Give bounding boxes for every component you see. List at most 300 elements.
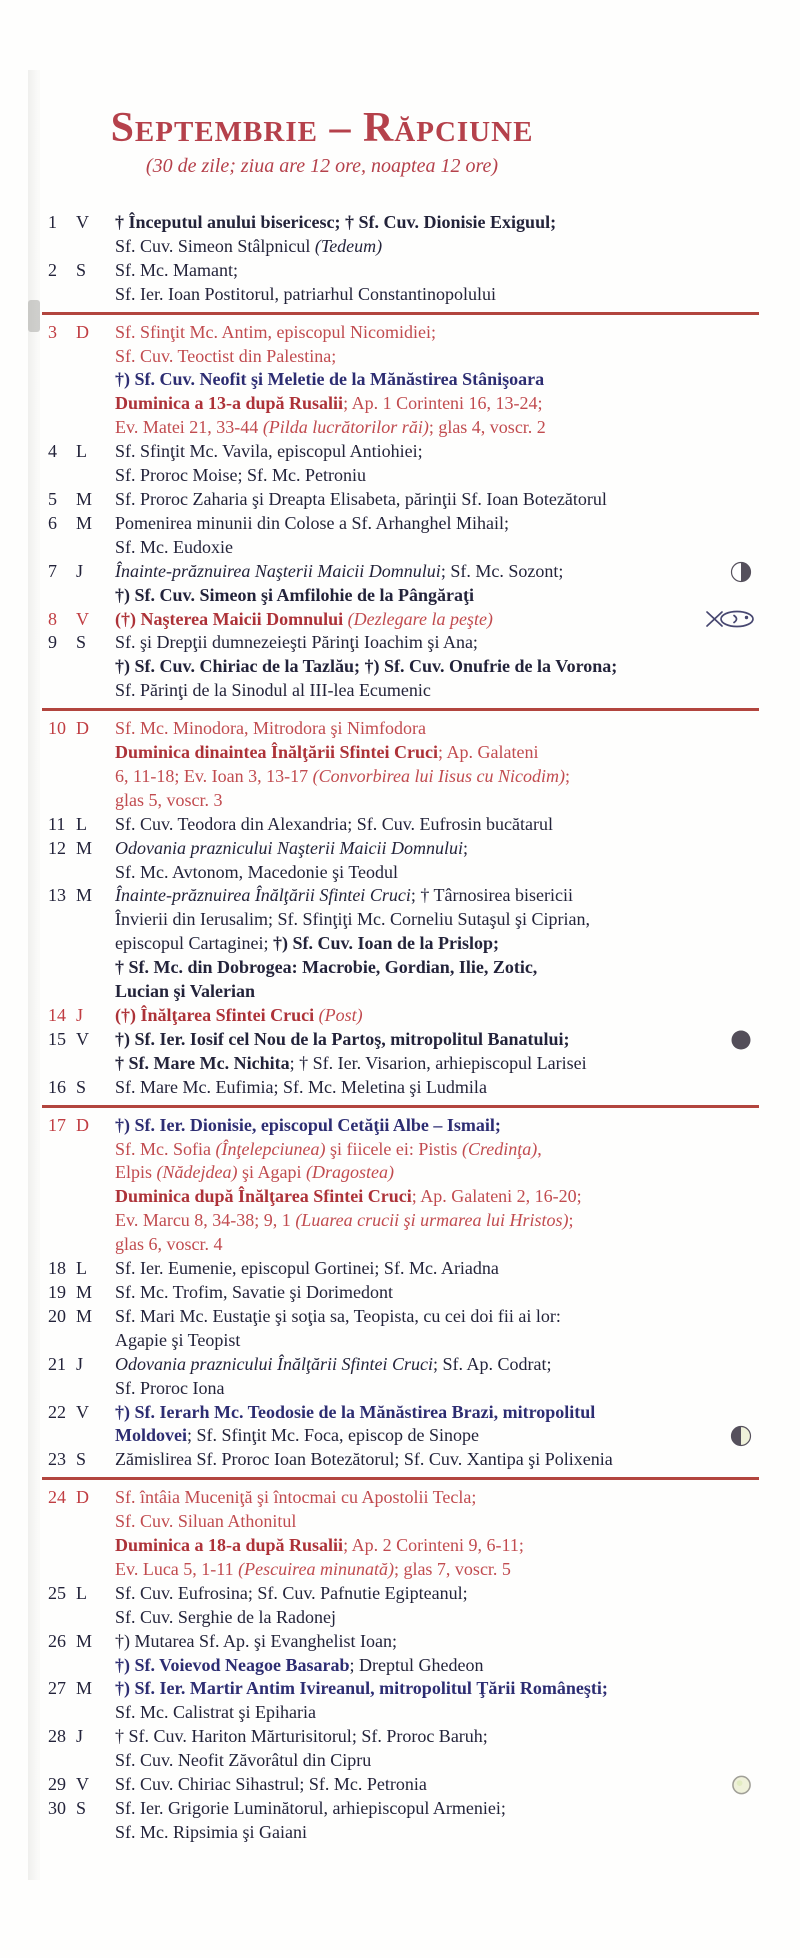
entry-text [115,1281,762,1305]
day-label [48,1076,115,1100]
text-segment: Elpis [115,1162,157,1183]
weekday-letter: M [76,1630,93,1651]
text-segment: Sf. Mari Mc. Eustaţie şi soţia sa, Teopista, cu cei doi fii ai lor: [115,1305,561,1326]
weekday-letter: L [76,1582,87,1603]
entry-line [115,584,762,608]
entry-text [115,1677,762,1725]
day-label [48,211,115,235]
calendar-entry [48,1725,762,1773]
day-number: 13 [48,885,66,906]
day-label [48,884,115,908]
text-segment: ; [568,1210,574,1231]
entry-text [115,884,762,1004]
text-segment: (Credinţa) [461,1138,538,1159]
day-label [48,1028,115,1052]
day-number: 4 [48,441,57,462]
entry-line [115,932,762,956]
text-segment: Sf. Mc. Sofia [115,1138,216,1159]
calendar-entry [48,1257,762,1281]
day-number: 8 [48,608,57,629]
text-segment: Sf. Cuv. Eufrosina; Sf. Cuv. Pafnutie Egipteanul; [115,1582,468,1603]
calendar-entry [48,1448,762,1472]
day-number: 2 [48,259,57,280]
calendar-entry [48,1401,762,1449]
moon-first-quarter-icon [730,1425,752,1447]
calendar-entry [48,837,762,885]
text-segment: ; Ap. Galateni 2, 16-20; [411,1186,582,1207]
day-label [48,1257,115,1281]
entry-text [115,512,762,560]
entry-line [115,1448,762,1472]
entry-line [115,440,762,464]
text-segment: ; Ap. Galateni [438,742,539,763]
entry-line [115,608,762,632]
text-segment: Moldovei [115,1425,187,1446]
calendar-entry [48,488,762,512]
day-label [48,1725,115,1749]
text-segment: †) Mutarea Sf. Ap. şi Evanghelist Ioan; [115,1630,397,1651]
entry-line [115,1486,762,1510]
text-segment: (Convorbirea lui Iisus cu Nicodim) [312,765,565,786]
weekday-letter: J [76,1726,84,1747]
entry-line [115,1749,762,1773]
calendar-entry [48,512,762,560]
text-segment: Ev. Matei 21, 33-44 [115,417,263,438]
text-segment: Sf. Proroc Iona [115,1377,225,1398]
text-segment: 6, 11-18; Ev. Ioan 3, 13-17 [115,765,313,786]
text-segment: †) Sf. Ier. Martir Antim Ivireanul, mitropolitul Ţării Româneşti; [115,1678,608,1699]
entry-line [115,416,762,440]
weekday-letter: J [76,560,84,581]
text-segment: ; Sf. Ap. Codrat; [433,1353,552,1374]
entry-line [115,1185,762,1209]
text-segment: ; † Târnosirea bisericii [410,885,573,906]
weekday-letter: V [76,1774,89,1795]
sunday-separator [42,1105,759,1108]
weekday-letter: J [76,1353,84,1374]
text-segment: Ev. Luca 5, 1-11 [115,1558,239,1579]
entry-text [115,1257,762,1281]
weekday-letter: M [76,837,93,858]
weekday-letter: L [76,813,87,834]
entry-line [115,536,762,560]
text-segment: † Sf. Mare Mc. Nichita [115,1052,290,1073]
day-number: 20 [48,1305,66,1326]
entry-line [115,861,762,885]
day-label [48,1582,115,1606]
text-segment: Pomenirea minunii din Colose a Sf. Arhanghel Mihail; [115,512,509,533]
day-number: 27 [48,1678,66,1699]
entry-line [115,1424,762,1448]
text-segment: (†) Naşterea Maicii Domnului [115,608,348,629]
entry-line [115,1076,762,1100]
calendar-entry [48,259,762,307]
entry-line [115,368,762,392]
entry-text [115,560,762,608]
entry-text [115,837,762,885]
weekday-letter: L [76,441,87,462]
text-segment: , [537,1138,542,1159]
calendar-entry [48,1486,762,1582]
text-segment: ; [463,837,469,858]
day-label [48,837,115,861]
entry-text [115,259,762,307]
text-segment: Sf. Mc. Eudoxie [115,536,233,557]
entry-line [115,1353,762,1377]
day-number: 10 [48,718,66,739]
entry-text [115,1114,762,1257]
day-number: 24 [48,1487,66,1508]
calendar-entry [48,560,762,608]
text-segment: †) Sf. Cuv. Chiriac de la Tazlău; †) Sf. Cuv. Onufrie de la Vorona; [115,656,618,677]
scan-edge-artifact [28,70,40,1880]
entry-line [115,259,762,283]
entry-text [115,631,762,703]
text-segment: † Sf. Cuv. Hariton Mărturisitorul; Sf. Proroc Baruh; [115,1726,488,1747]
text-segment: Sf. întâia Muceniţă şi întocmai cu Apostolii Tecla; [115,1487,477,1508]
day-number: 25 [48,1582,66,1603]
day-number: 6 [48,512,57,533]
text-segment: ; † Sf. Ier. Visarion, arhiepiscopul Larisei [289,1052,587,1073]
text-segment: (Post) [318,1005,363,1025]
entry-text [115,717,762,813]
entry-text [115,1401,762,1449]
entry-line [115,560,762,584]
day-number: 15 [48,1028,66,1049]
entry-line [115,1797,762,1821]
entry-line [115,631,762,655]
weekday-letter: M [76,1305,93,1326]
day-label [48,560,115,584]
entry-text [115,1797,762,1845]
weekday-letter: S [76,632,87,653]
text-segment: Duminica dinaintea Înălţării Sfintei Cruci [115,742,439,763]
day-label [48,488,115,512]
text-segment: Sf. Mc. Calistrat şi Epiharia [115,1702,316,1723]
calendar-entry [48,321,762,441]
entry-line [115,1773,762,1797]
weekday-letter: M [76,488,93,509]
calendar-entry [48,884,762,1004]
calendar-entry [48,1353,762,1401]
entry-line [115,980,762,1004]
weekday-letter: D [76,1487,89,1508]
text-segment: ; Ap. 1 Corinteni 16, 13-24; [343,393,543,414]
day-label [48,813,115,837]
day-number: 5 [48,488,57,509]
entry-line [115,1004,762,1028]
text-segment: Sf. Mc. Ripsimia şi Gaiani [115,1821,307,1842]
day-label [48,1114,115,1138]
text-segment: ; Dreptul Ghedeon [349,1654,484,1675]
entry-line [115,211,762,235]
calendar-entry [48,717,762,813]
text-segment: Sf. Cuv. Simeon Stâlpnicul [115,235,315,256]
day-label [48,259,115,283]
weekday-letter: M [76,1281,93,1302]
entry-line [115,235,762,259]
day-number: 3 [48,321,57,342]
text-segment: Sf. Sfinţit Mc. Vavila, episcopul Antiohiei; [115,441,423,462]
scan-smudge-artifact [28,300,40,332]
entry-line [115,1377,762,1401]
sunday-separator [42,708,759,711]
entry-text [115,1630,762,1678]
day-label [48,440,115,464]
entry-line [115,789,762,813]
calendar-entry [48,211,762,259]
entry-line [115,1821,762,1845]
entry-text [115,211,762,259]
entry-line [115,679,762,703]
text-segment: Lucian şi Valerian [115,981,256,1002]
weekday-letter: M [76,885,93,906]
weekday-letter: S [76,259,87,280]
entry-text [115,1076,762,1100]
entry-text [115,608,762,632]
text-segment: †) Sf. Voievod Neagoe Basarab [115,1654,350,1675]
weekday-letter: V [76,608,89,629]
moon-new-icon [730,1029,752,1051]
moon-full-icon [731,1775,752,1796]
text-segment: Sf. Mare Mc. Eufimia; Sf. Mc. Meletina şi Ludmila [115,1076,487,1097]
text-segment: †) Sf. Ier. Dionisie, episcopul Cetăţii Albe – Ismail; [115,1114,501,1135]
day-number: 28 [48,1726,66,1747]
entry-line [115,1281,762,1305]
month-header [0,104,644,178]
day-number: 23 [48,1449,66,1470]
text-segment: (Tedeum) [314,235,383,256]
entry-text [115,1582,762,1630]
weekday-letter: V [76,212,89,232]
text-segment: † Sf. Mc. din Dobrogea: Macrobie, Gordian, Ilie, Zotic, [115,957,538,978]
entry-text [115,1725,762,1773]
entry-text [115,1353,762,1401]
entry-line [115,512,762,536]
day-number: 30 [48,1798,66,1818]
weekday-letter: S [76,1798,87,1818]
calendar-entry [48,813,762,837]
text-segment: Sf. Cuv. Chiriac Sihastrul; Sf. Mc. Petronia [115,1774,427,1795]
text-segment: ; Sf. Sfinţit Mc. Foca, episcop de Sinope [187,1425,479,1446]
entry-text [115,1004,762,1028]
entry-line [115,1534,762,1558]
text-segment: episcopul Cartaginei; [115,933,273,954]
text-segment: †) Sf. Cuv. Neofit şi Meletie de la Mănăstirea Stânişoara [115,369,545,390]
sunday-separator [42,1477,759,1480]
entry-line [115,1305,762,1329]
day-number: 17 [48,1114,66,1135]
day-number: 22 [48,1401,66,1422]
text-segment: (Înţelepciunea) [215,1138,326,1159]
day-label [48,1004,115,1028]
calendar-entry [48,1076,762,1100]
weekday-letter: M [76,512,93,533]
day-number: 9 [48,632,57,653]
weekday-letter: S [76,1076,87,1097]
calendar-entry [48,1797,762,1845]
text-segment: †) Sf. Ier. Iosif cel Nou de la Partoş, mitropolitul Banatului; [115,1028,570,1049]
text-segment: Odovania praznicului Înălţării Sfintei Cruci [115,1353,433,1374]
entry-text [115,1028,762,1076]
text-segment: Sf. Mc. Trofim, Savatie şi Dorimedont [115,1281,393,1302]
text-segment: Înainte-prăznuirea Naşterii Maicii Domnului [115,560,441,581]
day-label [48,1486,115,1510]
entry-line [115,1138,762,1162]
weekday-letter: D [76,1114,89,1135]
entry-line [115,1329,762,1353]
text-segment: ; Ap. 2 Corinteni 9, 6-11; [343,1535,524,1556]
day-label [48,1353,115,1377]
text-segment: Sf. Proroc Moise; Sf. Mc. Petroniu [115,465,366,486]
sunday-separator [42,312,759,315]
entry-line [115,1701,762,1725]
text-segment: Sf. Mc. Avtonom, Macedonie şi Teodul [115,861,399,882]
day-label [48,1281,115,1305]
text-segment: †) Sf. Cuv. Ioan de la Prislop; [272,933,499,954]
entry-line [115,1725,762,1749]
weekday-letter: J [76,1005,84,1025]
text-segment: Agapie şi Teopist [115,1329,241,1350]
text-segment: (Pescuirea minunată) [238,1558,394,1579]
day-number: 19 [48,1281,66,1302]
entry-line [115,837,762,861]
text-segment: Sf. Proroc Zaharia şi Dreapta Elisabeta, părinţii Sf. Ioan Botezătorul [115,488,607,509]
entry-line [115,1677,762,1701]
day-label [48,717,115,741]
day-label [48,608,115,632]
calendar-entries [48,211,762,1845]
day-label [48,1677,115,1701]
text-segment: (Dezlegare la peşte) [347,608,493,629]
entry-text [115,813,762,837]
calendar-entry [48,440,762,488]
entry-line [115,956,762,980]
text-segment: (Luarea crucii şi urmarea lui Hristos) [295,1210,569,1231]
entry-line [115,1209,762,1233]
text-segment: Sf. Părinţi de la Sinodul al III-lea Ecumenic [115,680,431,701]
calendar-entry [48,1281,762,1305]
text-segment: glas 6, voscr. 4 [115,1234,223,1255]
text-segment: Duminica după Înălţarea Sfintei Cruci [115,1186,412,1207]
entry-line [115,1114,762,1138]
entry-line [115,741,762,765]
day-number: 11 [48,813,66,834]
day-number: 16 [48,1076,66,1097]
entry-line [115,1401,762,1425]
entry-line [115,655,762,679]
text-segment: †) Sf. Cuv. Simeon şi Amfilohie de la Pângăraţi [115,584,475,605]
day-label [48,1797,115,1821]
calendar-entry [48,1677,762,1725]
entry-text [115,1486,762,1582]
entry-text [115,1773,762,1797]
fish-icon [704,608,760,630]
entry-line [115,464,762,488]
calendar-entry [48,1004,762,1028]
entry-line [115,488,762,512]
day-number: 18 [48,1258,66,1279]
entry-line [115,908,762,932]
entry-line [115,1558,762,1582]
text-segment: Sf. Sfinţit Mc. Antim, episcopul Nicomidiei; [115,321,436,342]
text-segment: Sf. Mc. Mamant; [115,259,238,280]
text-segment: Sf. Ier. Eumenie, episcopul Gortinei; Sf. Mc. Ariadna [115,1258,499,1279]
text-segment: Zămislirea Sf. Proroc Ioan Botezătorul; Sf. Cuv. Xantipa şi Polixenia [115,1449,613,1470]
text-segment: Sf. Cuv. Neofit Zăvorâtul din Cipru [115,1750,372,1771]
text-segment: Sf. Cuv. Teoctist din Palestina; [115,345,337,366]
text-segment: †) Sf. Ierarh Mc. Teodosie de la Mănăstirea Brazi, mitropolitul [115,1401,596,1422]
text-segment: (Dragostea) [306,1162,395,1183]
text-segment: glas 5, voscr. 3 [115,789,223,810]
day-number: 21 [48,1353,66,1374]
text-segment: Ev. Marcu 8, 34-38; 9, 1 [115,1210,296,1231]
text-segment: Învierii din Ierusalim; Sf. Sfinţiţi Mc. Corneliu Sutaşul şi Ciprian, [115,909,590,930]
entry-line [115,1654,762,1678]
entry-line [115,717,762,741]
text-segment: Duminica a 18-a după Rusalii [115,1535,344,1556]
page-title: Septembrie – Răpciune [110,105,534,151]
entry-text [115,1448,762,1472]
entry-line [115,392,762,416]
weekday-letter: S [76,1449,87,1470]
calendar-entry [48,608,762,632]
weekday-letter: D [76,718,89,739]
entry-line [115,1028,762,1052]
text-segment: † Începutul anului bisericesc; † Sf. Cuv. Dionisie Exiguul; [115,212,557,232]
calendar-entry [48,1305,762,1353]
calendar-entry [48,631,762,703]
text-segment: şi fiicele ei: Pistis [325,1138,462,1159]
text-segment: Duminica a 13-a după Rusalii [115,393,344,414]
day-number: 29 [48,1774,66,1795]
text-segment: Sf. Cuv. Serghie de la Radonej [115,1606,336,1627]
weekday-letter: D [76,321,89,342]
day-number: 12 [48,837,66,858]
entry-line [115,1582,762,1606]
day-label [48,1401,115,1425]
day-label [48,1630,115,1654]
text-segment: Sf. Ier. Ioan Postitorul, patriarhul Constantinopolului [115,283,496,304]
entry-text [115,321,762,441]
moon-last-quarter-icon [730,561,752,583]
day-label [48,512,115,536]
text-segment: Odovania praznicului Naşterii Maicii Domnului [115,837,463,858]
entry-line [115,345,762,369]
day-label [48,321,115,345]
entry-line [115,1161,762,1185]
day-label [48,1773,115,1797]
entry-line [115,884,762,908]
text-segment: (Nădejdea) [156,1162,238,1183]
calendar-entry [48,1630,762,1678]
text-segment: ; glas 7, voscr. 5 [393,1558,511,1579]
calendar-entry [48,1773,762,1797]
text-segment: Înainte-prăznuirea Înălţării Sfintei Cruci [115,885,411,906]
text-segment: ; Sf. Mc. Sozont; [440,560,564,581]
entry-text [115,440,762,488]
weekday-letter: V [76,1028,89,1049]
text-segment: Sf. Cuv. Teodora din Alexandria; Sf. Cuv. Eufrosin bucătarul [115,813,553,834]
page-subtitle: (30 de zile; ziua are 12 ore, noaptea 12 ore) [145,155,499,177]
entry-line [115,283,762,307]
calendar-entry [48,1114,762,1257]
day-label [48,1305,115,1329]
day-number: 26 [48,1630,66,1651]
day-number: 1 [48,212,57,232]
calendar-entry [48,1582,762,1630]
entry-line [115,1257,762,1281]
